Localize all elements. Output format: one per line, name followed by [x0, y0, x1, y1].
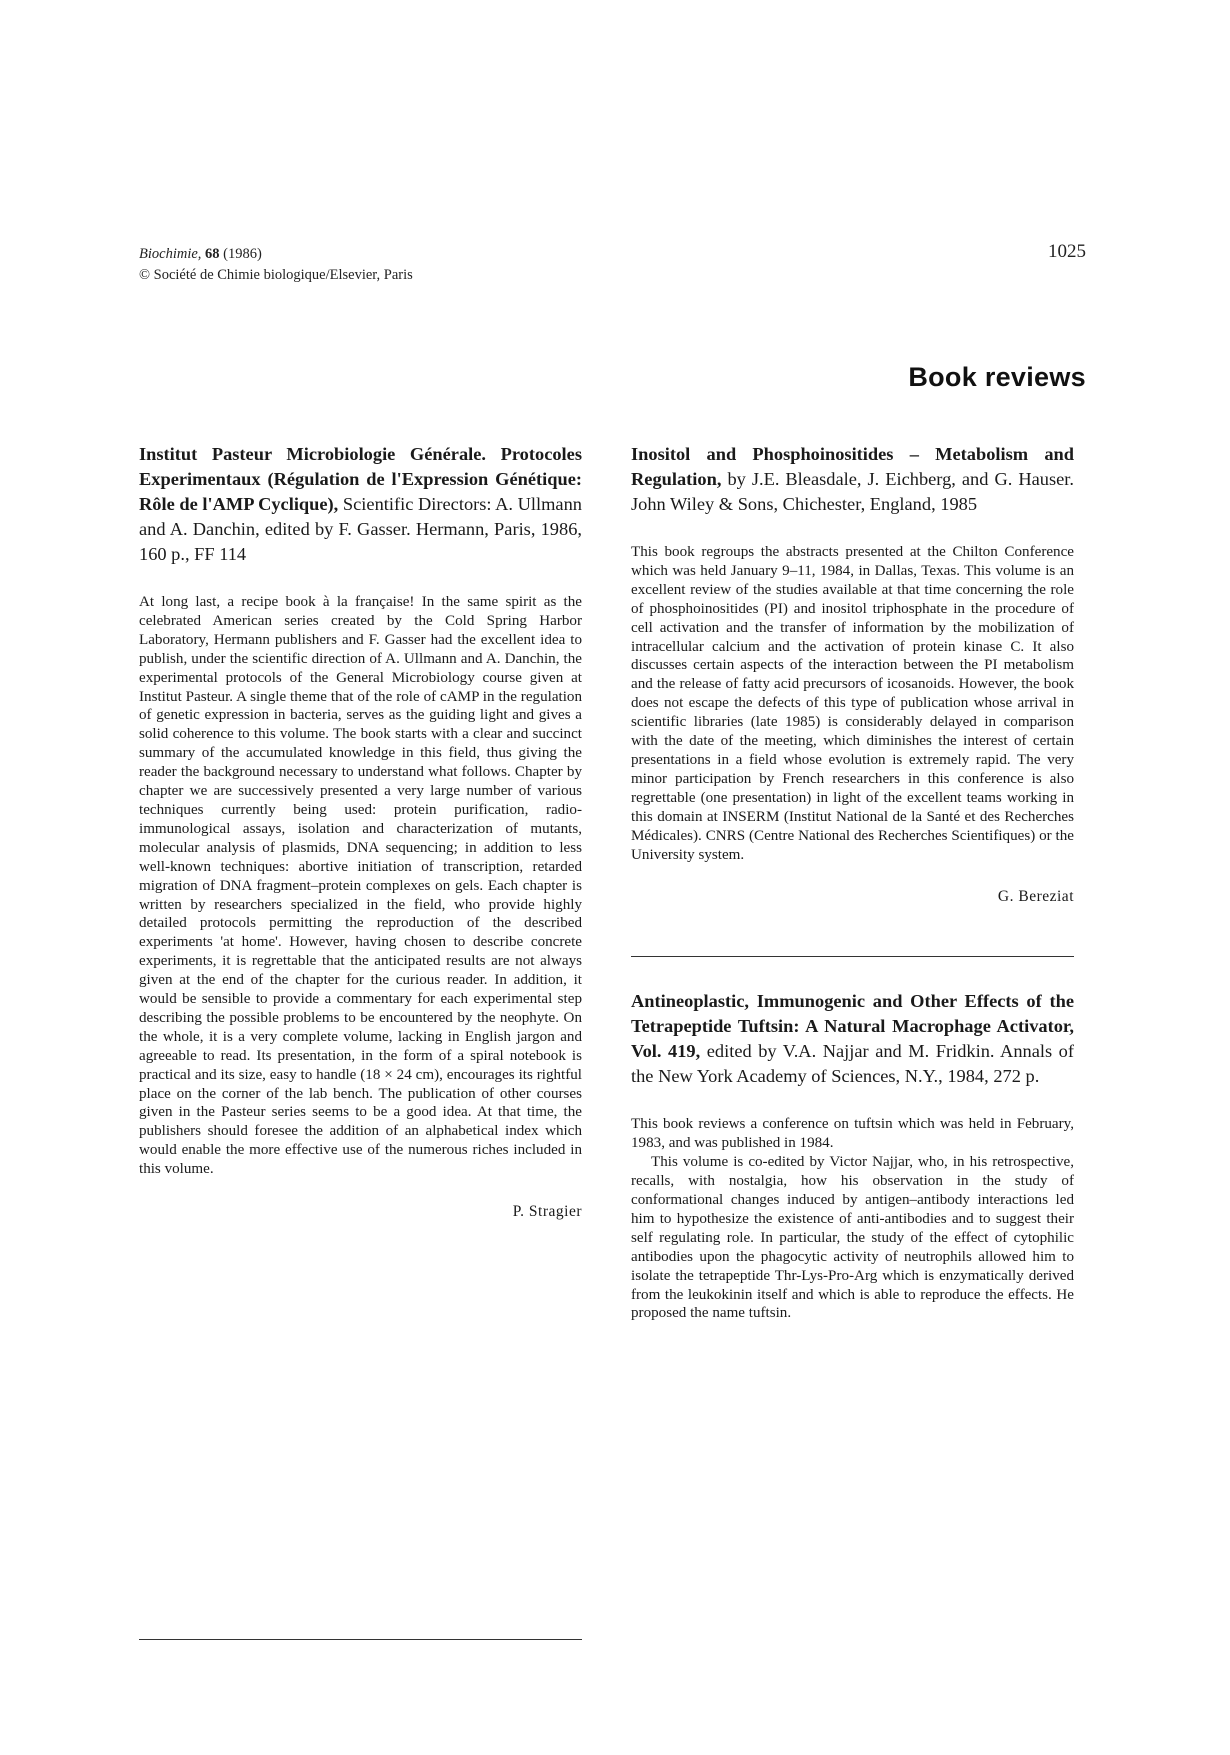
review-separator-rule [631, 956, 1074, 957]
left-column [139, 442, 582, 1221]
review-2-reviewer: G. Bereziat [997, 888, 1074, 906]
page-number: 1025 [1048, 241, 1086, 262]
review-1-reviewer: P. Stragier [512, 1203, 582, 1221]
journal-name: Biochimie, [139, 246, 202, 262]
review-1-title-rest: Scientific Directors: A. Ullmann and A. Danchin, edited by F. Gasser. Hermann, Paris, 1986, 160 p., FF 114 [139, 494, 582, 564]
journal-header [139, 244, 413, 286]
review-3-paragraph-1: This book reviews a conference on tuftsin which was held in February, 1983, and was published in 1984. [631, 1116, 1074, 1152]
journal-volume: 68 [205, 246, 220, 262]
review-2-title [631, 442, 1074, 517]
review-1-title [139, 442, 582, 567]
review-1-paragraph: At long last, a recipe book à la française! In the same spirit as the celebrated American series created by the Cold Spring Harbor Laboratory, Hermann publishers and F. Gasser had the excellent idea to publish, under the scientific direction of A. Ullmann and A. Danchin, the experimental protocols of the General Microbiology course given at Institut Pasteur. A single theme that of the role of cAMP in the regulation of genetic expression in bacteria, serves as the guiding light and gives a solid coherence to this volume. The book starts with a clear and succinct summary of the accumulated knowledge in this field, thus giving the reader the background necessary to understand what follows. Chapter by chapter we are successively presented a very large number of various techniques currently being used: protein purification, radio-immunological assays, isolation and characterization of mutants, molecular analysis of plasmids, DNA sequencing; in addition to less well-known techniques: abortive initiation of transcription, retarded migration of DNA fragment–protein complexes on gels. Each chapter is written by researchers specialized in the field, who provide highly detailed protocols permitting the reproduction of the described experiments 'at home'. However, having chosen to describe concrete experiments, it is regrettable that the anticipated results are not always given at the end of the chapter for the curious reader. In addition, it would be sensible to provide a commentary for each experimental step describing the possible problems to be encountered by the neophyte. On the whole, it is a very complete volume, lacking in English jargon and agreeable to read. Its presentation, in the form of a spiral notebook is practical and its size, easy to handle (18 × 24 cm), encourages its rightful place on the corner of the lab bench. The publication of other courses given in the Pasteur series seems to be a good idea. At that time, the publishers should foresee the addition of an alphabetical index which would enable the more effective use of the numerous riches included in this volume. [139, 594, 582, 1178]
review-3-body [631, 1115, 1074, 1323]
right-column [631, 442, 1074, 1323]
journal-citation [139, 244, 413, 265]
review-3-title-rest: edited by V.A. Najjar and M. Fridkin. Annals of the New York Academy of Sciences, N.Y., 1984, 272 p. [631, 1041, 1074, 1087]
review-1 [139, 442, 582, 1221]
column-divider-rule [139, 1639, 582, 1640]
review-2-title-bold: Inositol and Phosphoinositides – Metabolism and Regulation, [631, 444, 1074, 489]
review-2 [631, 442, 1074, 906]
journal-year: (1986) [223, 246, 262, 262]
review-3-paragraph-2: This volume is co-edited by Victor Najjar, who, in his retrospective, recalls, with nostalgia, how his observation in the study of conformational changes induced by antigen–antibody interactions led him to hypothesize the existence of anti-antibodies and to suggest their self regulating role. In particular, the study of the effect of cytophilic antibodies upon the phagocytic activity of neutrophils allowed him to isolate the tetrapeptide Thr-Lys-Pro-Arg which is enzymatically derived from the leukokinin itself and which is able to reproduce the effects. He proposed the name tuftsin. [631, 1154, 1074, 1322]
section-heading: Book reviews [908, 362, 1086, 392]
review-3-title [631, 989, 1074, 1089]
copyright-line: © Société de Chimie biologique/Elsevier, Paris [139, 267, 413, 283]
review-1-body [139, 593, 582, 1179]
review-3 [631, 989, 1074, 1323]
review-2-paragraph: This book regroups the abstracts presented at the Chilton Conference which was held January 9–11, 1984, in Dallas, Texas. This volume is an excellent review of the studies available at that time concerning the role of phosphoinositides (PI) and inositol triphosphate in the procedure of cell activation and the transfer of information by the mobilization of intracellular calcium and the activation of protein kinase C. It also discusses certain aspects of the interaction between the PI metabolism and the release of fatty acid precursors of icosanoids. However, the book does not escape the defects of this type of publication whose arrival in scientific libraries (late 1985) is considerably delayed in comparison with the date of the meeting, which diminishes the interest of certain presentations in a field whose evolution is extremely rapid. The very minor participation by French researchers in this conference is also regrettable (one presentation) in light of the excellent teams working in this domain at INSERM (Institut National de la Santé et des Recherches Médicales). CNRS (Centre National des Recherches Scientifiques) or the University system. [631, 544, 1074, 863]
review-3-title-bold: Antineoplastic, Immunogenic and Other Effects of the Tetrapeptide Tuftsin: A Natural Macrophage Activator, Vol. 419, [631, 991, 1074, 1062]
review-1-title-bold: Institut Pasteur Microbiologie Générale. Protocoles Experimentaux (Régulation de l'Expression Génétique: Rôle de l'AMP Cyclique), [139, 444, 582, 514]
review-2-title-rest: by J.E. Bleasdale, J. Eichberg, and G. Hauser. John Wiley & Sons, Chichester, England, 1985 [631, 469, 1074, 514]
review-2-body [631, 543, 1074, 864]
